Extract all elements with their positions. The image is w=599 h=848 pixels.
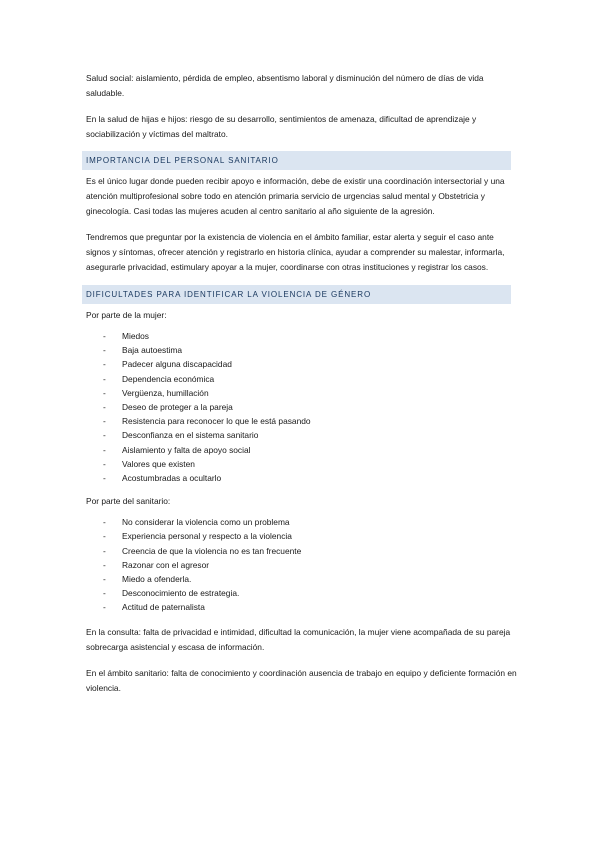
paragraph-por-parte-sanitario: Por parte del sanitario: <box>86 496 171 507</box>
paragraph-consulta: En la consulta: falta de privacidad e intimidad, dificultad la comunicación, la mujer viene acompañada de su pareja sobrecarga asistencial y escasa de información. <box>86 626 511 652</box>
list-item: - Resistencia para reconocer lo que le está pasando <box>86 414 519 428</box>
list-item: - Aislamiento y falta de apoyo social <box>86 443 519 457</box>
list-item: - Miedos <box>86 329 519 343</box>
list-item: - Acostumbradas a ocultarlo <box>86 471 519 485</box>
list-item: - Deseo de proteger a la pareja <box>86 400 519 414</box>
list-item: - Actitud de paternalista <box>86 600 519 614</box>
paragraph-tendremos: Tendremos que preguntar por la existencia de violencia en el ámbito familiar, estar alerta y seguir el caso ante signos y síntomas, ofrecer atención y registrarlo en historia clínica, ayudar a comprender su malestar, informarla, asegurarle privacidad, estimulary apoyar a la mujer, coordinarse con otras instituciones y registrar los casos. <box>86 232 505 272</box>
section-heading-importancia: IMPORTANCIA DEL PERSONAL SANITARIO <box>82 151 511 170</box>
paragraph-salud-hijos: En la salud de hijas e hijos: riesgo de su desarrollo, sentimientos de amenaza, dificultad de aprendizaje y sociabilización y víctimas del maltrato. <box>86 114 477 139</box>
list-item: - Experiencia personal y respecto a la violencia <box>86 529 519 543</box>
paragraph-salud-social: Salud social: aislamiento, pérdida de empleo, absentismo laboral y disminución del número de días de vida saludable. <box>86 73 484 98</box>
paragraph-por-parte-mujer: Por parte de la mujer: <box>86 310 167 320</box>
list-item: - Razonar con el agresor <box>86 558 519 572</box>
list-item: - Dependencia económica <box>86 372 519 386</box>
section-heading-dificultades: DIFICULTADES PARA IDENTIFICAR LA VIOLENCIA DE GÉNERO <box>82 285 511 304</box>
list-item: - No considerar la violencia como un problema <box>86 515 519 529</box>
list-item: - Valores que existen <box>86 457 519 471</box>
list-mujer <box>86 329 519 485</box>
list-item: - Vergüenza, humillación <box>86 386 519 400</box>
list-item: - Desconfianza en el sistema sanitario <box>86 428 519 442</box>
list-item: - Miedo a ofenderla. <box>86 572 519 586</box>
list-item: - Baja autoestima <box>86 343 519 357</box>
paragraph-unico-lugar: Es el único lugar donde pueden recibir apoyo e información, debe de existir una coordinación intersectorial y una atención multiprofesional sobre todo en atención primaria servicio de urgencias salud mental y Obstetricia y ginecología. Casi todas las mujeres acuden al centro sanitario al año siguiente de la agresión. <box>86 176 505 216</box>
list-item: - Padecer alguna discapacidad <box>86 357 519 371</box>
paragraph-ambito-sanitario: En el ámbito sanitario: falta de conocimiento y coordinación ausencia de trabajo en equipo y deficiente formación en violencia. <box>86 667 517 693</box>
list-item: - Creencia de que la violencia no es tan frecuente <box>86 544 519 558</box>
list-sanitario <box>86 515 519 614</box>
list-item: - Desconocimiento de estrategia. <box>86 586 519 600</box>
